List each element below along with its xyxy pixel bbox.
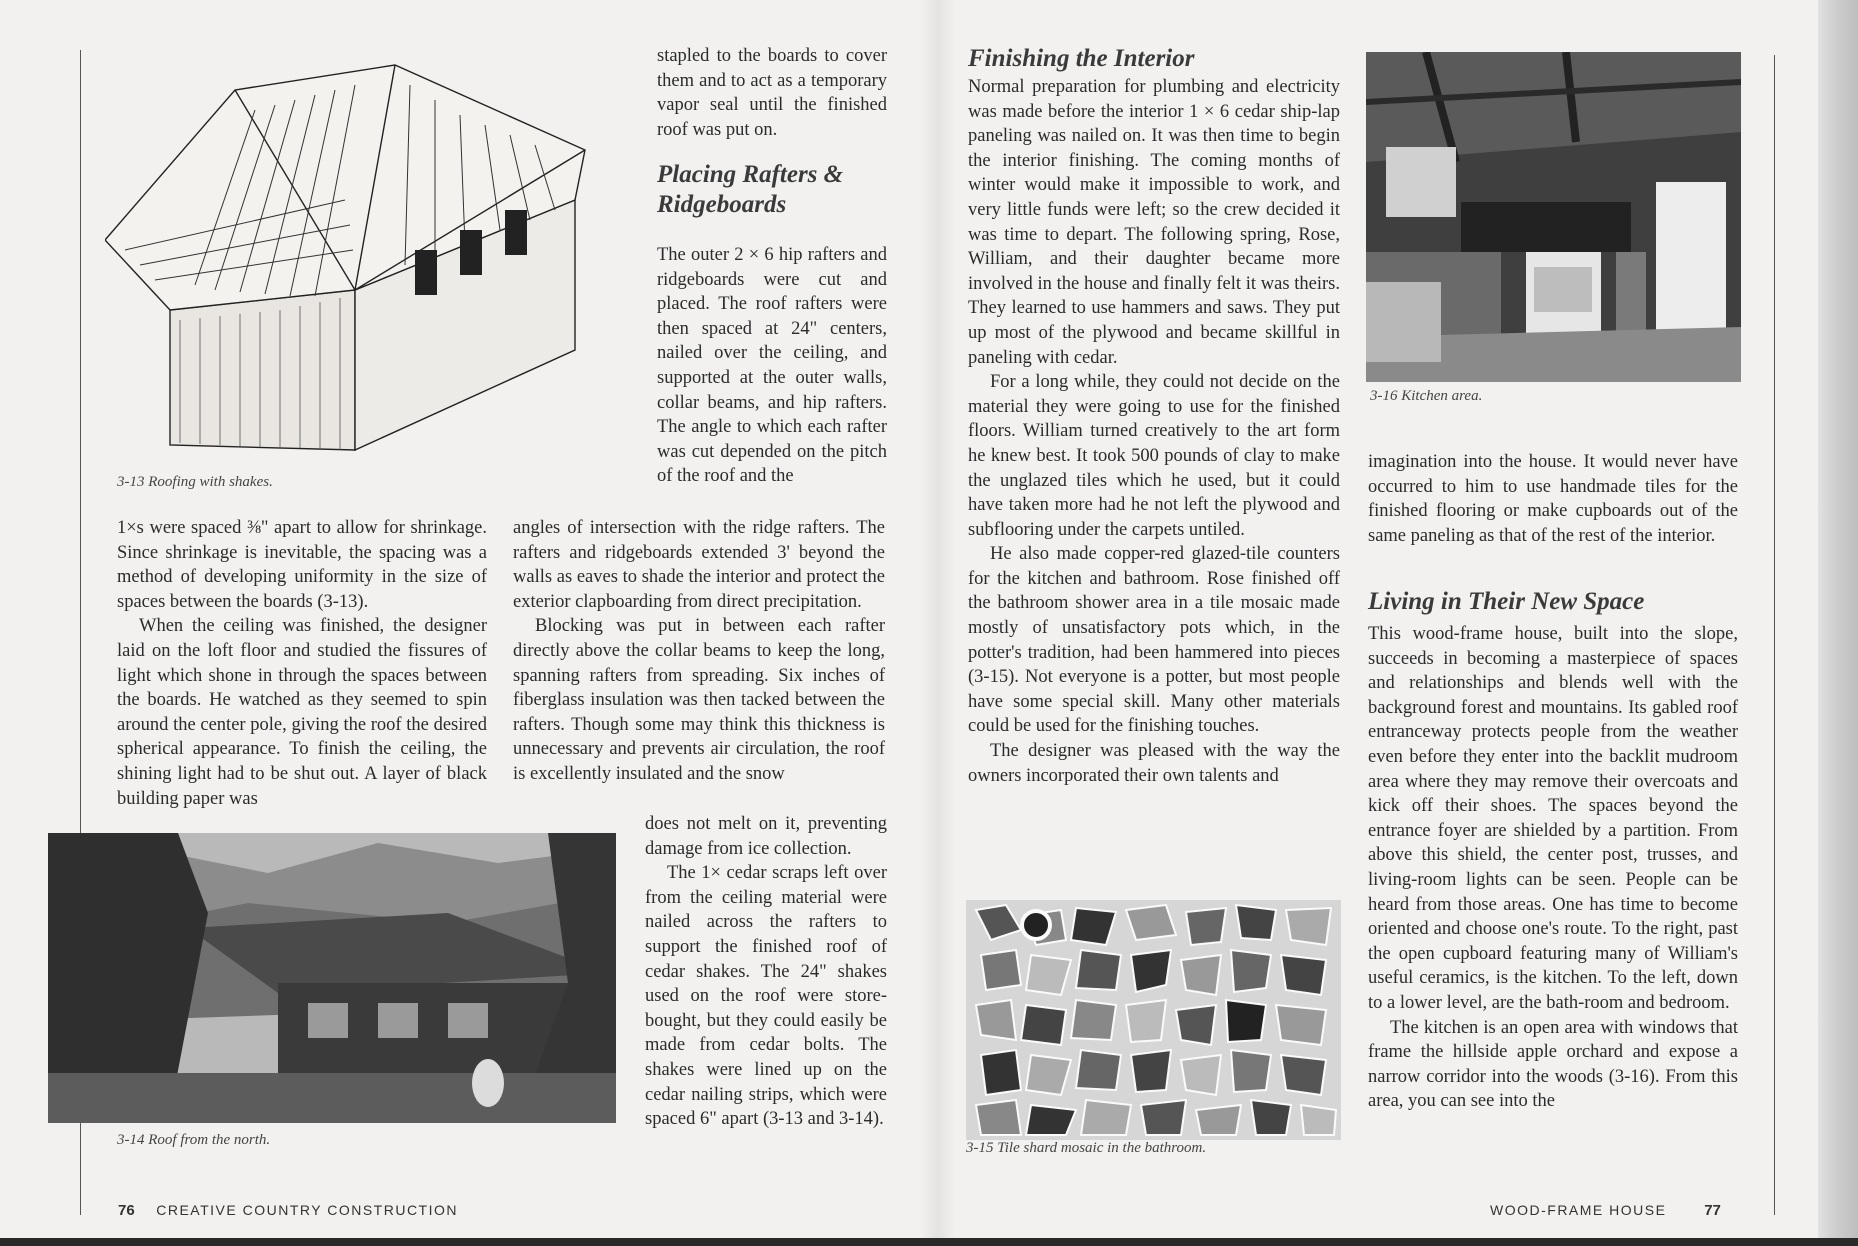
right-col-right-body	[1368, 622, 1738, 1114]
paragraph: When the ceiling was finished, the designer laid on the loft floor and studied the fissures of light which shone in through the spaces between the boards. He watched as they seemed to spin around the center pole, giving the roof the desired spherical appearance. To finish the ceiling, the shining light had to be shut out. A layer of black building paper was	[117, 616, 487, 809]
left-col-right-bottom	[645, 812, 887, 1132]
right-page-rule	[1774, 55, 1775, 1215]
heading-living-new-space: Living in Their New Space	[1368, 588, 1645, 615]
heading-placing-rafters: Placing Rafters & Ridgeboards	[657, 161, 844, 218]
house-photo-svg	[48, 833, 616, 1123]
paragraph: Blocking was put in between each rafter directly above the collar beams to keep the long, spanning rafters from spreading. Six inches of fiberglass insulation was then tacked between the rafters. Though some may think this thickness is unnecessary and prevents air circulation, the roof is excellently insulated and the snow	[513, 616, 885, 784]
chapter-title: WOOD-FRAME HOUSE	[1490, 1202, 1667, 1218]
left-col-right-top	[657, 44, 887, 142]
roof-sketch-svg	[105, 50, 605, 455]
right-col-right-top	[1368, 450, 1738, 548]
figure-3-14-caption: 3-14 Roof from the north.	[117, 1132, 271, 1148]
right-folio	[1490, 1202, 1721, 1219]
figure-3-15-caption: 3-15 Tile shard mosaic in the bathroom.	[966, 1140, 1207, 1156]
paragraph: The 1× cedar scraps left over from the ceiling material were nailed across the rafters to support the finished roof of cedar shakes. The 24" shakes used on the roof were store-bought, but they could easily be made from cedar bolts. The shakes were lined up on the cedar nailing strips, which were spaced 6" apart (3-13 and 3-14).	[645, 863, 887, 1130]
book-edge	[1818, 0, 1858, 1246]
left-col-right-rafters	[657, 243, 887, 489]
paragraph: Normal preparation for plumbing and electricity was made before the interior 1 × 6 cedar ship-lap paneling was nailed on. It was then time to begin the interior finishing. The coming months of winter would make it impossible to work, and very little funds were left; so the crew decided it was time to depart. The following spring, Rose, William, and their daughter became more involved in the house and finally felt it was theirs. They learned to use hammers and saws. They put up most of the plywood and became skillful in paneling with cedar.	[968, 77, 1340, 368]
paragraph: stapled to the boards to cover them and to act as a temporary vapor seal until the finished roof was put on.	[657, 46, 887, 140]
figure-3-16-caption: 3-16 Kitchen area.	[1370, 388, 1483, 404]
figure-3-13-roofing-drawing	[105, 50, 605, 455]
mosaic-svg	[966, 900, 1341, 1140]
paragraph: The designer was pleased with the way the owners incorporated their own talents and	[968, 741, 1340, 786]
right-col-left-body	[968, 75, 1340, 788]
paragraph: This wood-frame house, built into the slope, succeeds in becoming a masterpiece of spaces and relationships and blends well with the background forest and mountains. Its gabled roof entranceway protects people from the weather even before they enter into the backlit mudroom area where they may remove their overcoats and kick off their shoes. The spaces beyond the entrance foyer are shielded by a partition. From above this shield, the center post, trusses, and living-room lights can be seen. People can be heard from those areas. One has time to become oriented and choose one's route. To the right, past the open cupboard featuring many of William's useful ceramics, is the kitchen. To the left, down to a lower level, are the bath-room and bedroom.	[1368, 624, 1738, 1013]
gutter-shadow	[920, 0, 956, 1246]
figure-3-14-house-photo	[48, 833, 616, 1123]
figure-3-15-mosaic-photo	[966, 900, 1341, 1140]
paragraph: The outer 2 × 6 hip rafters and ridgeboards were cut and placed. The roof rafters were then spaced at 24" centers, nailed over the ceiling, and supported at the outer walls, collar beams, and hip rafters. The angle to which each rafter was cut depended on the pitch of the roof and the	[657, 245, 887, 487]
paragraph: imagination into the house. It would never have occurred to him to use handmade tiles for the finished flooring or make cupboards out of the same paneling as that of the rest of the interior.	[1368, 452, 1738, 546]
page-number-77: 77	[1704, 1202, 1721, 1219]
left-col-right-cont	[513, 516, 885, 787]
paragraph: 1×s were spaced ⅜" apart to allow for shrinkage. Since shrinkage is inevitable, the spacing was a method of developing uniformity in the size of spaces between the boards (3-13).	[117, 518, 487, 612]
paragraph: He also made copper-red glazed-tile counters for the kitchen and bathroom. Rose finished off the bathroom shower area in a tile mosaic made mostly of unsatisfactory pots which, in the potter's tradition, had been hammered into pieces (3-15). Not everyone is a potter, but most people have some special skill. Many other materials could be used for the finishing touches.	[968, 544, 1340, 737]
figure-3-16-kitchen-photo	[1366, 52, 1741, 382]
paragraph: does not melt on it, preventing damage from ice collection.	[645, 814, 887, 859]
left-folio	[118, 1202, 458, 1219]
book-title: CREATIVE COUNTRY CONSTRUCTION	[156, 1202, 458, 1218]
page-number-76: 76	[118, 1202, 135, 1219]
paragraph: The kitchen is an open area with windows that frame the hillside apple orchard and expose a narrow corridor into the woods (3-16). From this area, you can see into the	[1368, 1017, 1738, 1112]
left-col-left-body	[117, 516, 487, 811]
heading-finishing-interior: Finishing the Interior	[968, 45, 1195, 72]
paragraph: angles of intersection with the ridge rafters. The rafters and ridgeboards extended 3' beyond the walls as eaves to shade the interior and protect the exterior clapboarding from direct precipitation.	[513, 518, 885, 612]
figure-3-13-caption: 3-13 Roofing with shakes.	[117, 474, 273, 490]
kitchen-photo-svg	[1366, 52, 1741, 382]
bottom-edge	[0, 1238, 1858, 1246]
paragraph: For a long while, they could not decide on the material they were going to use for the finished floors. William turned creatively to the art form he knew best. It took 500 pounds of clay to make the unglazed tiles which he used, but it could have taken more had he not left the plywood and subflooring under the carpets untiled.	[968, 372, 1340, 540]
